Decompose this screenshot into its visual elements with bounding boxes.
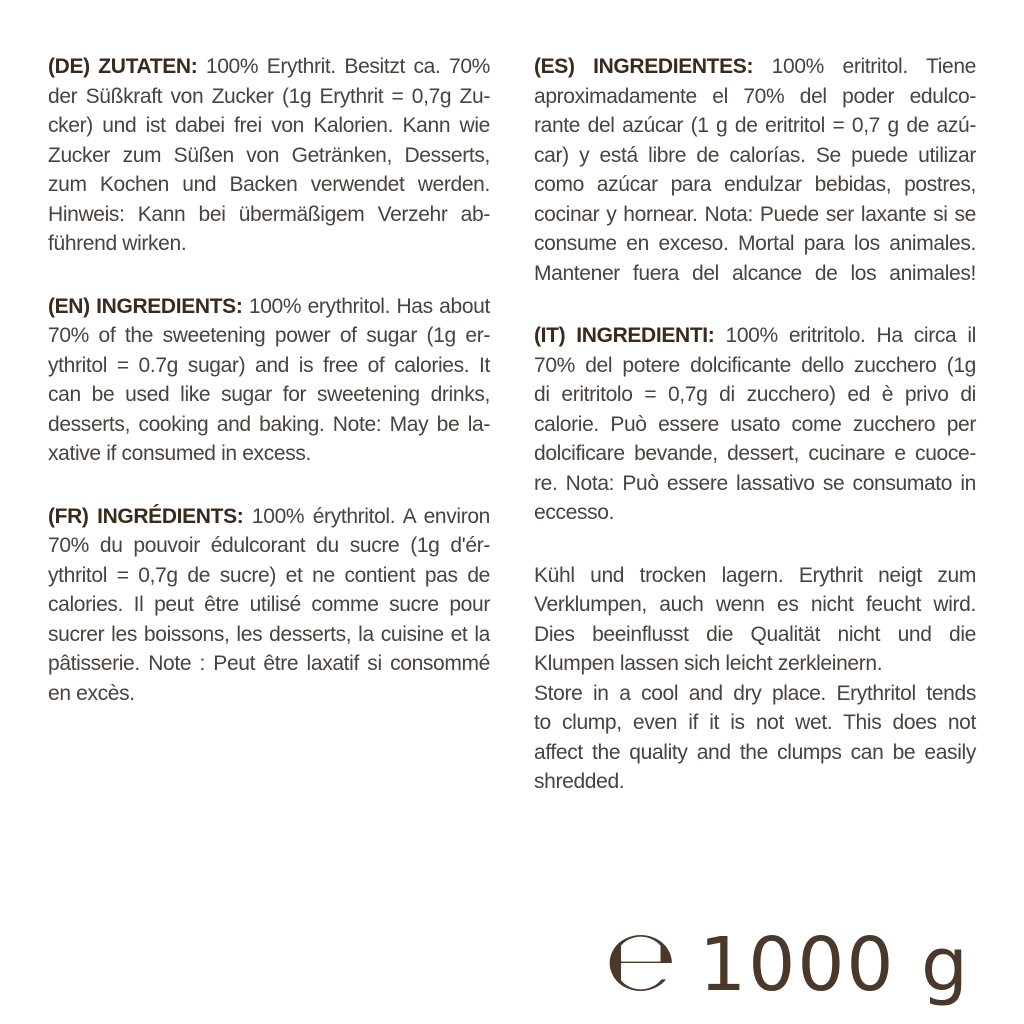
text-line: to clump, even if it is not wet. This does not	[534, 711, 976, 734]
estimated-sign: ℮	[604, 912, 678, 1011]
section-heading-de: (DE) ZUTATEN:	[48, 55, 198, 78]
section-text-fr: 100% érythritol. A environ	[251, 504, 490, 528]
text-line: rante del azúcar (1 g de eritritol = 0,7 g de azú-	[534, 114, 976, 137]
text-line: Kühl und trocken lagern. Erythrit neigt zum	[534, 563, 976, 587]
text-line: der Süßkraft von Zucker (1g Erythrit = 0,7g Zu-	[48, 84, 490, 108]
section-text-es: 100% eritritol. Tiene	[771, 55, 976, 78]
text-line: xative if consumed in excess.	[48, 442, 311, 465]
net-weight	[604, 912, 970, 1011]
paragraph-lines-es	[534, 82, 976, 289]
text-line: Verklumpen, auch wenn es nicht feucht wird.	[534, 593, 976, 616]
text-line: dolcificare bevande, dessert, cucinare e cuoce-	[534, 442, 976, 465]
ingredients-section-es	[534, 52, 976, 288]
text-line: ythritol = 0,7g de sucre) et ne contient pas de	[48, 563, 490, 587]
text-line: Mantener fuera del alcance de los animales!	[534, 261, 976, 285]
text-line: sucrer les boissons, les desserts, la cuisine et la	[48, 622, 490, 646]
section-heading-en: (EN) INGREDIENTS:	[48, 294, 243, 318]
text-line: cker) und ist dabei frei von Kalorien. Kann wie	[48, 114, 490, 137]
text-line: calorie. Può essere usato come zucchero per	[534, 412, 976, 436]
ingredients-section-it	[534, 321, 976, 528]
column-left	[48, 52, 490, 830]
storage-lines-en	[534, 679, 976, 797]
text-line: aproximadamente el 70% del poder edulco-	[534, 84, 976, 108]
text-line: eccesso.	[534, 501, 615, 524]
text-line: re. Nota: Può essere lassativo se consumato in	[534, 471, 976, 495]
text-line: en excès.	[48, 681, 135, 705]
paragraph-lines-fr	[48, 531, 490, 708]
text-line: car) y está libre de calorías. Se puede utilizar	[534, 143, 976, 167]
paragraph-lines-it	[534, 351, 976, 528]
text-line: di eritritolo = 0,7g di zucchero) ed è privo di	[534, 383, 976, 406]
paragraph-lines-de	[48, 82, 490, 259]
text-line: can be used like sugar for sweetening drinks,	[48, 383, 490, 406]
text-line: affect the quality and the clumps can be easily	[534, 740, 976, 764]
text-line: pâtisserie. Note : Peut être laxatif si consommé	[48, 652, 490, 675]
text-line: 70% of the sweetening power of sugar (1g er-	[48, 324, 490, 347]
text-line: Hinweis: Kann bei übermäßigem Verzehr ab-	[48, 202, 490, 226]
text-line: 70% du pouvoir édulcorant du sucre (1g d'ér-	[48, 534, 490, 557]
paragraph-first-line	[534, 52, 976, 82]
paragraph-first-line	[534, 321, 976, 351]
text-line: Store in a cool and dry place. Erythritol tends	[534, 681, 976, 705]
paragraph-first-line	[48, 52, 490, 82]
storage-lines-de	[534, 561, 976, 679]
ingredients-section-de	[48, 52, 490, 259]
text-line: Dies beeinflusst die Qualität nicht und die	[534, 622, 976, 646]
text-line: cocinar y hornear. Nota: Puede ser laxante si se	[534, 202, 976, 226]
text-line: führend wirken.	[48, 232, 187, 255]
text-line: consume en exceso. Mortal para los animales.	[534, 232, 976, 255]
section-heading-es: (ES) INGREDIENTES:	[534, 55, 754, 78]
paragraph-lines-en	[48, 321, 490, 469]
text-line: calories. Il peut être utilisé comme sucre pour	[48, 593, 490, 616]
storage-instructions-section	[534, 561, 976, 797]
ingredients-section-fr	[48, 502, 490, 709]
text-line: shredded.	[534, 770, 625, 793]
net-weight-value: 1000 g	[699, 922, 970, 1008]
section-text-en: 100% erythritol. Has about	[248, 294, 490, 318]
paragraph-first-line	[48, 292, 490, 322]
column-right	[534, 52, 976, 830]
section-heading-it: (IT) INGREDIENTI:	[534, 324, 715, 347]
text-line: Klumpen lassen sich leicht zerkleinern.	[534, 652, 883, 675]
text-line: como azúcar para endulzar bebidas, postres,	[534, 173, 976, 196]
text-line: Zucker zum Süßen von Getränken, Desserts,	[48, 143, 490, 167]
text-columns	[48, 52, 976, 830]
section-heading-fr: (FR) INGRÉDIENTS:	[48, 504, 244, 528]
ingredients-section-en	[48, 292, 490, 469]
section-text-de: 100% Erythrit. Besitzt ca. 70%	[205, 55, 490, 78]
text-line: zum Kochen und Backen verwendet werden.	[48, 173, 490, 196]
paragraph-first-line	[48, 502, 490, 532]
text-line: desserts, cooking and baking. Note: May be la-	[48, 412, 490, 436]
text-line: 70% del potere dolcificante dello zucchero (1g	[534, 353, 976, 377]
text-line: ythritol = 0.7g sugar) and is free of calories. It	[48, 353, 490, 377]
section-text-it: 100% eritritolo. Ha circa il	[725, 324, 976, 347]
